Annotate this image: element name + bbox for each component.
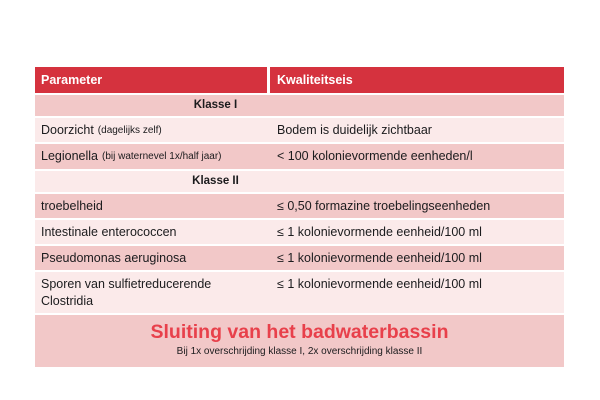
table-row-intestinale-enterococcen — [35, 220, 564, 244]
column-header-kwaliteitseis: Kwaliteitseis — [270, 67, 564, 93]
table-header-row — [35, 67, 564, 93]
param-note: (dagelijks zelf) — [97, 124, 162, 136]
water-quality-table — [35, 67, 564, 367]
section-label-klasse-1: Klasse I — [35, 95, 564, 116]
requirement-cell: Bodem is duidelijk zichtbaar — [270, 118, 564, 142]
param-cell — [35, 246, 267, 270]
requirement-cell: ≤ 1 kolonievormende eenheid/100 ml — [270, 246, 564, 270]
requirement-cell: ≤ 1 kolonievormende eenheid/100 ml — [270, 272, 564, 313]
table-row-legionella — [35, 144, 564, 168]
closure-warning-subtitle: Bij 1x overschrijding klasse I, 2x overschrijding klasse II — [176, 346, 423, 358]
param-label: Doorzicht — [41, 123, 94, 138]
closure-warning-footer — [35, 315, 564, 367]
column-header-parameter: Parameter — [35, 67, 267, 93]
param-label: Intestinale enterococcen — [41, 224, 177, 239]
table-row-troebelheid — [35, 194, 564, 218]
param-cell — [35, 272, 267, 313]
param-cell — [35, 194, 267, 218]
param-label: troebelheid — [41, 198, 103, 213]
param-label: Legionella — [41, 149, 98, 164]
param-cell — [35, 220, 267, 244]
param-cell — [35, 144, 267, 168]
param-label: Sporen van sulfietreducerende Clostridia — [41, 277, 212, 308]
param-cell — [35, 118, 267, 142]
requirement-cell: ≤ 1 kolonievormende eenheid/100 ml — [270, 220, 564, 244]
param-label: Pseudomonas aeruginosa — [41, 251, 187, 266]
param-note: (bij waternevel 1x/half jaar) — [102, 151, 222, 163]
table-row-pseudomonas-aeruginosa — [35, 246, 564, 270]
table-row-doorzicht — [35, 118, 564, 142]
section-label-klasse-2: Klasse II — [35, 171, 564, 192]
requirement-cell: < 100 kolonievormende eenheden/l — [270, 144, 564, 168]
section-row-klasse-1 — [35, 95, 564, 116]
closure-warning-title: Sluiting van het badwaterbassin — [150, 320, 449, 343]
table-row-sporen-clostridia — [35, 272, 564, 313]
requirement-cell: ≤ 0,50 formazine troebelingseenheden — [270, 194, 564, 218]
section-row-klasse-2 — [35, 171, 564, 192]
